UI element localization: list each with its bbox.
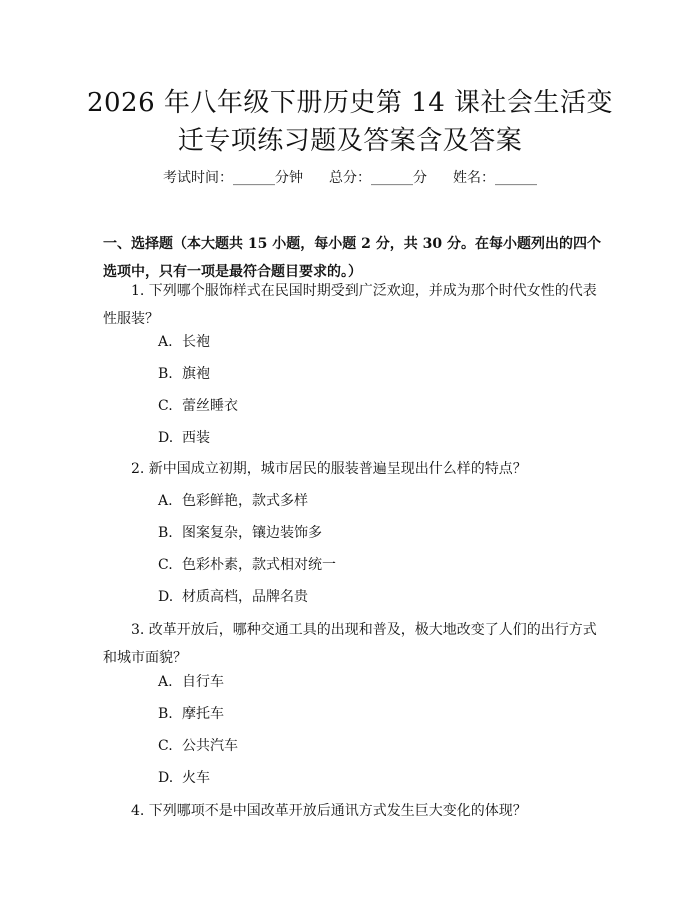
question-2: 2. 新中国成立初期，城市居民的服装普遍呈现出什么样的特点？ (131, 461, 527, 477)
option-letter: B. (158, 525, 173, 541)
option-text: 西装 (182, 430, 210, 446)
option-letter: C. (158, 398, 173, 414)
question-3-option-c (158, 736, 598, 756)
student-name-label: 姓名：______ (453, 170, 537, 186)
option-text: 色彩朴素，款式相对统一 (182, 557, 336, 573)
option-letter: B. (158, 706, 173, 722)
option-text: 公共汽车 (182, 738, 238, 754)
question-1-option-c (158, 396, 598, 416)
question-3-option-a (158, 672, 598, 692)
question-4: 4. 下列哪项不是中国改革开放后通讯方式发生巨大变化的体现？ (131, 803, 527, 819)
question-3: 3. 改革开放后，哪种交通工具的出现和普及，极大地改变了人们的出行方式和城市面貌？ (103, 622, 597, 666)
option-text: 图案复杂，镶边装饰多 (182, 525, 322, 541)
question-2-option-c (158, 555, 598, 575)
question-1-option-a (158, 332, 598, 352)
exam-time-label: 考试时间：______分钟 (163, 170, 303, 186)
option-letter: D. (158, 589, 174, 605)
question-2-option-b (158, 523, 598, 543)
question-3-option-b (158, 704, 598, 724)
option-letter: D. (158, 770, 174, 786)
page-title-line-2: 迁专项练习题及答案含及答案 (177, 126, 523, 156)
option-text: 长袍 (182, 334, 210, 350)
question-2-option-a (158, 491, 598, 511)
option-letter: A. (158, 674, 173, 690)
option-text: 摩托车 (182, 706, 224, 722)
question-2-option-d (158, 587, 598, 607)
option-letter: C. (158, 557, 173, 573)
section-heading: 一、选择题（本大题共 15 小题，每小题 2 分，共 30 分。在每小题列出的四个选项中，只有一项是最符合题目要求的。） (103, 236, 601, 280)
option-letter: A. (158, 334, 173, 350)
option-letter: B. (158, 366, 173, 382)
option-text: 材质高档，品牌名贵 (182, 589, 308, 605)
option-text: 蕾丝睡衣 (182, 398, 238, 414)
page-title-line-1: 2026 年八年级下册历史第 14 课社会生活变 (86, 88, 614, 118)
question-3-option-d (158, 768, 598, 788)
option-text: 自行车 (182, 674, 224, 690)
question-1-option-b (158, 364, 598, 384)
total-score-label: 总分：______分 (329, 170, 427, 186)
exam-meta (0, 168, 700, 188)
question-1: 1. 下列哪个服饰样式在民国时期受到广泛欢迎，并成为那个时代女性的代表性服装？ (103, 283, 597, 327)
option-text: 色彩鲜艳，款式多样 (182, 493, 308, 509)
option-text: 火车 (182, 770, 210, 786)
option-text: 旗袍 (182, 366, 210, 382)
option-letter: C. (158, 738, 173, 754)
question-1-option-d (158, 428, 598, 448)
option-letter: D. (158, 430, 174, 446)
option-letter: A. (158, 493, 173, 509)
